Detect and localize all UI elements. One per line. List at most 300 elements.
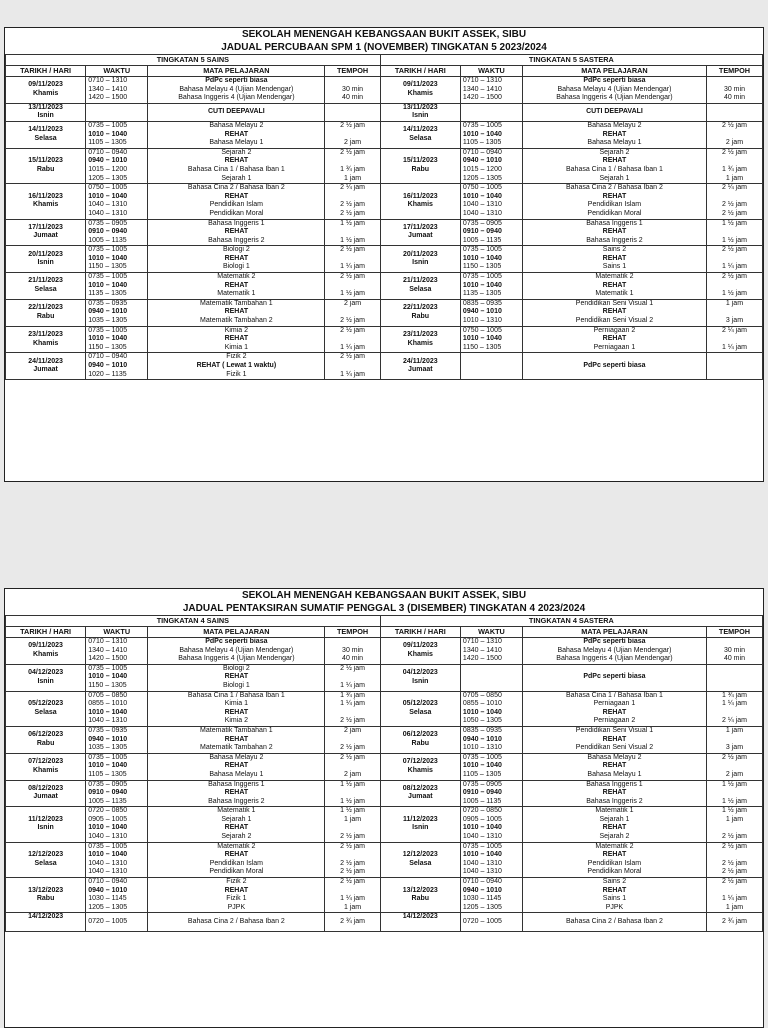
duration-text [709, 638, 760, 647]
subject-text: REHAT [602, 308, 627, 316]
date-day-cell [380, 753, 460, 780]
time-text: 0735 – 0935 [88, 299, 128, 307]
day-text: Selasa [34, 285, 57, 293]
subject-text: Matematik 1 [595, 807, 634, 815]
time-text: 1010 – 1040 [462, 335, 502, 343]
date-day-cell [380, 664, 460, 691]
time-text: 1420 – 1500 [462, 94, 502, 102]
subject-cell [522, 913, 706, 931]
time-text: 0905 – 1005 [462, 815, 502, 823]
subject-text: Pendidikan Moral [587, 868, 642, 876]
schedule-row [6, 780, 763, 807]
subject-text: REHAT [224, 851, 249, 859]
duration-text: 1 ¼ jam [340, 700, 366, 708]
time-text: 0710 – 1310 [88, 77, 128, 84]
duration-text: 2 ½ jam [722, 148, 747, 156]
duration-text [709, 736, 760, 745]
day-text [383, 922, 458, 931]
time-cell [86, 273, 148, 300]
time-text: 1205 – 1305 [462, 903, 502, 911]
duration-cell [325, 878, 380, 913]
schedule-row [6, 913, 763, 931]
schedule-row [6, 246, 763, 273]
subject-text: PdPc seperti biasa [583, 362, 646, 369]
time-text: 0720 – 0850 [462, 807, 502, 815]
time-text: 0940 – 1010 [462, 308, 502, 316]
subject-text: Bahasa Inggeris 1 [208, 780, 265, 788]
duration-text: 2 ½ jam [722, 859, 747, 867]
date-text: 22/11/2023 [28, 304, 63, 312]
time-cell [86, 77, 148, 104]
subject-text: PdPc seperti biasa [583, 673, 646, 681]
date-text: 06/12/2023 [28, 731, 64, 739]
duration-text [709, 157, 760, 166]
date-text: 21/11/2023 [28, 277, 63, 285]
schedule-row [6, 299, 763, 326]
time-cell [460, 664, 522, 691]
day-text: Khamis [407, 89, 433, 97]
time-cell [86, 638, 148, 665]
duration-text [327, 228, 377, 237]
duration-text: 2 ½ jam [340, 744, 366, 752]
day-text: Isnin [37, 824, 54, 832]
time-text: 0735 – 0935 [88, 726, 128, 734]
duration-text: 1 ½ jam [340, 236, 366, 244]
duration-text: 2 ½ jam [340, 753, 366, 761]
subject-text: Fizik 1 [226, 370, 247, 378]
date-day-cell [6, 726, 86, 753]
schedule-row [6, 842, 763, 877]
duration-text: 1 ½ jam [340, 807, 366, 815]
subject-text: Sejarah 2 [221, 833, 252, 841]
date-text: 12/12/2023 [28, 851, 64, 859]
duration-text [327, 887, 377, 896]
date-text: 23/11/2023 [28, 330, 63, 338]
time-text: 1010 – 1040 [462, 254, 502, 262]
time-cell [460, 780, 522, 807]
time-text [463, 362, 520, 371]
time-text: 0735 – 1005 [462, 273, 502, 281]
time-text: 1105 – 1305 [462, 770, 502, 778]
day-text: Rabu [36, 739, 55, 747]
duration-text [709, 108, 760, 117]
day-text: Khamis [32, 650, 59, 658]
time-text: 1040 – 1310 [462, 859, 502, 867]
time-cell [460, 807, 522, 842]
duration-cell [325, 842, 380, 877]
time-text: 0735 – 0905 [88, 780, 128, 788]
subject-text: Bahasa Melayu 4 (Ujian Mendengar) [557, 646, 672, 654]
duration-cell [325, 807, 380, 842]
date-day-cell [380, 326, 460, 353]
time-text: 0910 – 0940 [462, 789, 502, 797]
date-day-cell [6, 184, 86, 219]
duration-text [327, 335, 377, 344]
subject-text: Bahasa Melayu 1 [209, 139, 264, 147]
duration-cell [325, 299, 380, 326]
subject-text: Perniagaan 1 [593, 343, 636, 351]
subject-cell [148, 878, 325, 913]
subject-text: Bahasa Inggeris 2 [586, 797, 643, 805]
date-text: 14/11/2023 [402, 126, 438, 134]
duration-text [327, 638, 377, 647]
time-text: 0750 – 1005 [462, 184, 502, 192]
time-text: 1420 – 1500 [88, 94, 128, 102]
subject-text: Bahasa Melayu 2 [587, 121, 642, 129]
duration-text: 2 ½ jam [722, 868, 747, 876]
subject-cell [522, 103, 706, 121]
duration-text: 40 min [342, 94, 364, 102]
time-text [88, 108, 145, 117]
duration-text: 1 ¼ jam [340, 263, 366, 271]
subject-text: PdPc seperti biasa [583, 77, 646, 84]
date-text: 23/11/2023 [402, 330, 438, 338]
date-day-cell [6, 913, 86, 931]
duration-text: 1 jam [725, 726, 744, 734]
schedule-title: JADUAL PENTAKSIRAN SUMATIF PENGGAL 3 (DISEMBER) TINGKATAN 4 2023/2024 [182, 603, 586, 614]
date-day-cell [380, 638, 460, 665]
duration-text: 2 ½ jam [722, 273, 747, 281]
duration-cell [706, 103, 762, 121]
subject-cell [148, 913, 325, 931]
time-text: 0940 – 1010 [88, 886, 128, 894]
subject-text: REHAT [602, 228, 627, 236]
subject-text: Matematik 1 [217, 290, 256, 298]
duration-cell [325, 184, 380, 219]
time-cell [86, 326, 148, 353]
date-text: 15/11/2023 [28, 157, 63, 165]
duration-text: 2 jam [725, 770, 744, 778]
column-header: TEMPOH [325, 66, 380, 77]
schedule-row [6, 664, 763, 691]
subject-text: Sejarah 2 [221, 148, 252, 156]
time-cell [460, 219, 522, 246]
subject-text: Pendidikan Moral [587, 209, 642, 217]
time-text: 1040 – 1310 [88, 201, 128, 209]
date-text: 09/11/2023 [402, 81, 438, 89]
time-text: 0710 – 0940 [88, 353, 128, 361]
subject-text: REHAT [224, 789, 249, 797]
time-text: 0855 – 1010 [462, 700, 502, 708]
column-header: TARIKH / HARI [6, 627, 86, 638]
time-text: 0940 – 1010 [88, 308, 128, 316]
subject-text: REHAT [602, 708, 627, 716]
time-cell [460, 691, 522, 726]
time-cell [460, 753, 522, 780]
date-text: 20/11/2023 [28, 250, 63, 258]
group-header: TINGKATAN 4 SASTERA [380, 616, 762, 627]
subject-text: REHAT [602, 157, 627, 165]
time-text: 0855 – 1010 [88, 700, 128, 708]
date-text: 08/12/2023 [402, 784, 438, 792]
school-name: SEKOLAH MENENGAH KEBANGSAAN BUKIT ASSEK, SIBU [241, 590, 527, 601]
duration-cell [706, 246, 762, 273]
subject-text: REHAT [224, 673, 249, 681]
time-text: 1040 – 1310 [462, 209, 502, 217]
subject-cell [522, 664, 706, 691]
time-text: 0940 – 1010 [88, 157, 128, 165]
date-text: 07/12/2023 [402, 758, 438, 766]
duration-text: 2 ½ jam [340, 833, 366, 841]
subject-text: REHAT [224, 886, 249, 894]
duration-cell [706, 299, 762, 326]
time-text: 1010 – 1040 [88, 851, 128, 859]
subject-text: Sains 1 [602, 895, 627, 903]
day-text: Khamis [32, 89, 59, 97]
time-text: 0710 – 1310 [88, 638, 128, 645]
duration-text: 1 ½ jam [722, 290, 747, 298]
date-day-cell [6, 878, 86, 913]
duration-text [709, 824, 760, 833]
date-text: 21/11/2023 [402, 277, 438, 285]
time-text: 0735 – 1005 [462, 246, 502, 254]
date-day-cell [6, 219, 86, 246]
subject-cell [148, 121, 325, 148]
schedule-row [6, 184, 763, 219]
time-cell [86, 842, 148, 877]
subject-text: Bahasa Melayu 1 [209, 770, 264, 778]
day-text: Rabu [411, 895, 430, 903]
subject-text: Bahasa Melayu 4 (Ujian Mendengar) [179, 85, 294, 93]
date-day-cell [6, 246, 86, 273]
subject-text: Pendidikan Islam [587, 201, 642, 209]
time-cell [86, 148, 148, 183]
duration-text: 1 ½ jam [340, 219, 366, 227]
duration-text: 1 jam [725, 903, 744, 911]
date-day-cell [380, 219, 460, 246]
time-cell [460, 148, 522, 183]
day-text: Khamis [32, 766, 59, 774]
subject-text: Sejarah 2 [599, 833, 630, 841]
date-text: 24/11/2023 [402, 357, 438, 365]
subject-text: Perniagaan 2 [593, 326, 636, 334]
date-day-cell [6, 807, 86, 842]
time-cell [86, 246, 148, 273]
time-text: 1205 – 1305 [88, 174, 128, 182]
subject-text: PJPK [605, 903, 624, 911]
day-text: Isnin [37, 112, 54, 120]
duration-text: 1 ½ jam [722, 236, 747, 244]
subject-text: Fizik 1 [226, 895, 247, 903]
subject-text: Biologi 2 [222, 664, 250, 672]
time-text: 0735 – 1005 [462, 842, 502, 850]
duration-text [327, 362, 377, 371]
duration-text: 2 ¼ jam [722, 326, 747, 334]
time-text: 0710 – 0940 [462, 878, 502, 886]
duration-cell [325, 780, 380, 807]
duration-text: 2 ½ jam [722, 842, 747, 850]
time-text: 1010 – 1040 [88, 130, 128, 138]
date-text: 08/12/2023 [28, 784, 64, 792]
duration-cell [706, 753, 762, 780]
subject-cell [522, 326, 706, 353]
school-name: SEKOLAH MENENGAH KEBANGSAAN BUKIT ASSEK, SIBU [241, 29, 527, 40]
time-cell [460, 726, 522, 753]
duration-cell [325, 219, 380, 246]
duration-text: 2 ½ jam [722, 121, 747, 129]
time-cell [460, 299, 522, 326]
time-cell [86, 103, 148, 121]
time-text: 0735 – 1005 [88, 121, 128, 129]
subject-text: REHAT [224, 254, 249, 262]
subject-text: Kimia 1 [224, 343, 249, 351]
date-text: 11/12/2023 [28, 815, 63, 823]
date-day-cell [6, 638, 86, 665]
duration-cell [325, 148, 380, 183]
subject-text: Sains 1 [602, 263, 627, 271]
subject-text: Matematik 2 [217, 273, 256, 281]
subject-cell [522, 691, 706, 726]
duration-text: 30 min [342, 646, 364, 654]
subject-text: Matematik Tambahan 1 [200, 299, 273, 307]
duration-cell [706, 121, 762, 148]
column-header: WAKTU [86, 627, 148, 638]
day-text: Rabu [411, 739, 430, 747]
day-text: Selasa [409, 285, 432, 293]
duration-text: 1 ½ jam [722, 780, 747, 788]
time-text: 1040 – 1310 [88, 859, 128, 867]
duration-text: 2 ½ jam [340, 326, 366, 334]
subject-text: Bahasa Inggeris 2 [586, 236, 643, 244]
duration-text: 1 ¼ jam [340, 343, 366, 351]
subject-text: Matematik 1 [217, 807, 256, 815]
time-text: 1040 – 1310 [88, 717, 128, 725]
schedule-row [6, 691, 763, 726]
time-cell [460, 184, 522, 219]
day-text: Jumaat [408, 232, 433, 240]
time-text: 1205 – 1305 [88, 903, 128, 911]
subject-cell [522, 77, 706, 104]
duration-text: 1 jam [344, 174, 362, 182]
date-day-cell [380, 913, 460, 931]
subject-text: Sejarah 1 [599, 174, 630, 182]
date-day-cell [380, 184, 460, 219]
time-text: 0735 – 1005 [88, 753, 128, 761]
duration-cell [325, 103, 380, 121]
duration-text: 2 ¼ jam [722, 184, 747, 192]
date-text: 15/11/2023 [402, 157, 438, 165]
date-day-cell [6, 664, 86, 691]
duration-text: 1 ¼ jam [722, 700, 747, 708]
duration-text: 30 min [723, 85, 745, 93]
duration-cell [325, 753, 380, 780]
time-text: 1010 – 1040 [462, 192, 502, 200]
time-cell [460, 878, 522, 913]
subject-cell [148, 353, 325, 380]
duration-cell [325, 664, 380, 691]
duration-text [327, 282, 377, 291]
time-cell [86, 299, 148, 326]
duration-text: 30 min [723, 646, 745, 654]
time-text: 1015 – 1200 [88, 165, 128, 173]
date-text: 22/11/2023 [402, 304, 438, 312]
time-text: 1010 – 1040 [88, 708, 128, 716]
subject-text: Bahasa Inggeris 1 [208, 219, 265, 227]
duration-text: 2 ½ jam [340, 273, 366, 281]
time-text: 0735 – 1005 [88, 273, 128, 281]
schedule-table [5, 54, 763, 380]
day-text: Rabu [36, 312, 55, 320]
time-text: 0835 – 0935 [462, 726, 502, 734]
time-text: 1150 – 1305 [462, 263, 502, 271]
duration-text: 2 ½ jam [340, 353, 366, 361]
duration-cell [706, 77, 762, 104]
subject-text: REHAT [224, 130, 249, 138]
duration-text [327, 851, 377, 860]
subject-text: Pendidikan Seni Visual 2 [575, 744, 654, 752]
duration-text: 40 min [723, 655, 745, 663]
duration-text: 40 min [723, 94, 745, 102]
time-text: 0735 – 0905 [462, 219, 502, 227]
subject-text: REHAT [224, 335, 249, 343]
subject-text: Sejarah 1 [599, 815, 630, 823]
schedule-row [6, 219, 763, 246]
time-text: 1020 – 1135 [88, 370, 127, 378]
subject-text: Matematik Tambahan 2 [200, 317, 273, 325]
subject-text: REHAT [224, 735, 249, 743]
duration-text [327, 673, 377, 682]
duration-text: 2 ½ jam [722, 209, 747, 217]
duration-text: 2 jam [344, 770, 362, 778]
subject-cell [522, 121, 706, 148]
day-text: Khamis [407, 650, 433, 658]
date-day-cell [380, 103, 460, 121]
subject-text: Perniagaan 1 [593, 700, 636, 708]
column-header: TARIKH / HARI [6, 66, 86, 77]
duration-text [709, 131, 760, 140]
duration-text: 2 ½ jam [340, 121, 366, 129]
time-text: 0910 – 0940 [88, 228, 128, 236]
schedule-row [6, 77, 763, 104]
duration-cell [325, 273, 380, 300]
schedule-row [6, 726, 763, 753]
day-text: Rabu [36, 895, 55, 903]
time-text: 0750 – 1005 [462, 326, 502, 334]
time-text: 0710 – 0940 [88, 878, 128, 886]
day-text: Jumaat [33, 232, 58, 240]
time-text: 0710 – 1310 [462, 77, 502, 84]
subject-text: Bahasa Inggeris 2 [208, 797, 265, 805]
duration-text: 2 ½ jam [340, 317, 366, 325]
date-day-cell [380, 780, 460, 807]
day-text: Selasa [34, 859, 57, 867]
duration-text [327, 824, 377, 833]
subject-text: Pendidikan Islam [209, 859, 264, 867]
time-text: 1010 – 1310 [462, 317, 502, 325]
duration-text [327, 762, 377, 771]
duration-cell [706, 219, 762, 246]
subject-cell [148, 638, 325, 665]
time-text: 1010 – 1040 [462, 281, 502, 289]
time-text: 0710 – 0940 [88, 148, 128, 156]
subject-text: Bahasa Cina 2 / Bahasa Iban 2 [187, 917, 285, 925]
date-day-cell [380, 77, 460, 104]
day-text: Rabu [36, 165, 55, 173]
subject-cell [522, 246, 706, 273]
date-day-cell [6, 691, 86, 726]
day-text: Selasa [34, 134, 57, 142]
duration-text [327, 131, 377, 140]
duration-cell [325, 326, 380, 353]
subject-text: Bahasa Inggeris 1 [586, 780, 643, 788]
duration-text: 2 ½ jam [340, 246, 366, 254]
subject-text: PdPc seperti biasa [205, 638, 268, 645]
date-text: 11/12/2023 [402, 815, 438, 823]
exam-schedule-sheet-2 [4, 588, 764, 1028]
time-cell [460, 638, 522, 665]
subject-text: Kimia 2 [224, 717, 249, 725]
schedule-row [6, 353, 763, 380]
